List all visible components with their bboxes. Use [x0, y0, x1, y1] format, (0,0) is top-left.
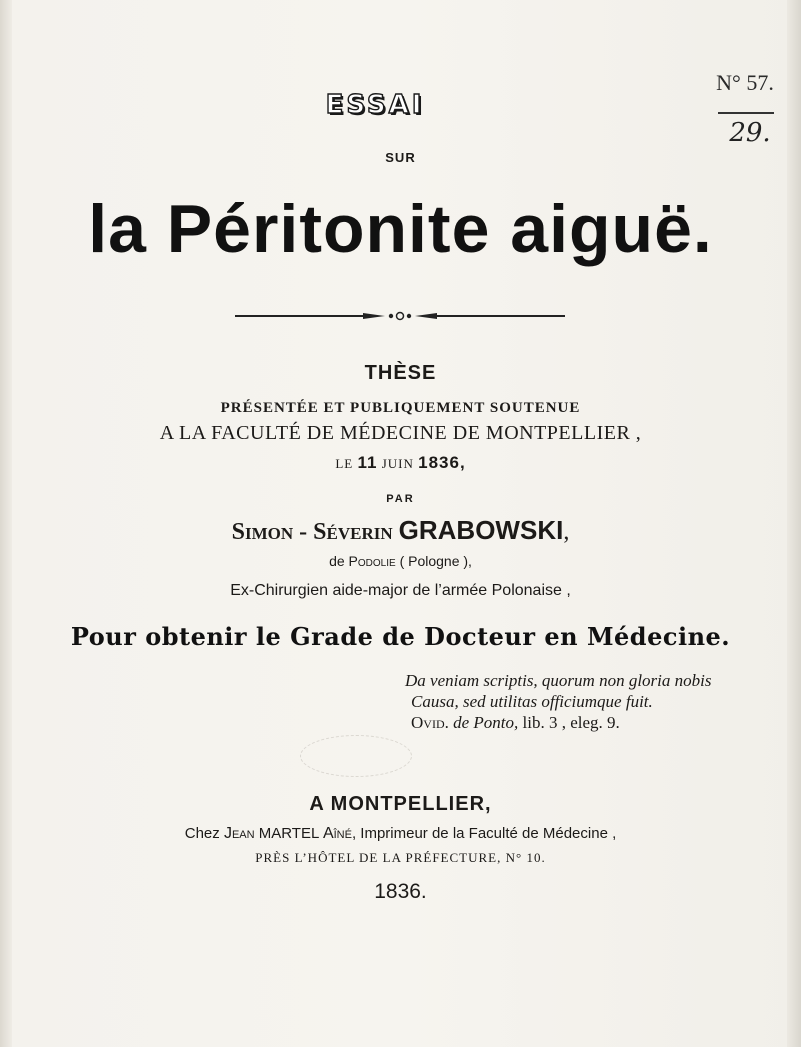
author-name	[0, 515, 801, 546]
author-surname: GRABOWSKI	[398, 515, 564, 545]
author-comma: ,	[563, 519, 570, 545]
paper-stain	[300, 735, 412, 777]
epigraph-work: de Ponto,	[453, 713, 519, 732]
thesis-number: N° 57.	[716, 70, 774, 95]
author-given-name: Simon - Séverin	[231, 519, 393, 545]
author-rank: Ex-Chirurgien aide-major de l’armée Polonaise ,	[230, 582, 571, 599]
sur-label: SUR	[385, 150, 416, 165]
essai-heading: ESSAI	[325, 90, 425, 120]
epigraph-line-1: Da veniam scriptis, quorum non gloria nobis	[405, 671, 712, 690]
epigraph-line-2: Causa, sed utilitas officiumque fuit.	[411, 692, 653, 711]
printer-rest: , Imprimeur de la Faculté de Médecine ,	[351, 825, 617, 842]
publication-city: A MONTPELLIER,	[309, 793, 492, 815]
date-day: 11	[357, 453, 378, 472]
origin-place: Podolie	[348, 553, 396, 569]
epigraph	[405, 670, 725, 733]
epigraph-ref: lib. 3 , eleg. 9.	[522, 713, 620, 732]
printer-aine: Aîné	[322, 825, 352, 842]
printer-chez: Chez	[184, 825, 220, 842]
thesis-number-underline	[718, 112, 774, 114]
page-title: la Péritonite aiguë.	[88, 191, 713, 267]
printer-last-name: MARTEL	[258, 825, 319, 842]
presentee-line: PRÉSENTÉE ET PUBLIQUEMENT SOUTENUE	[220, 400, 581, 416]
printer-line	[0, 825, 801, 843]
handwritten-number: 29.	[729, 118, 771, 148]
date-year: 1836,	[418, 453, 466, 472]
degree-line: Pour obtenir le Grade de Docteur en Médecine.	[70, 622, 731, 651]
publication-year: 1836.	[374, 880, 427, 903]
origin-prefix: de	[329, 553, 345, 569]
printer-address: PRÈS L’HÔTEL DE LA PRÉFECTURE, N° 10.	[255, 850, 546, 865]
these-heading: THÈSE	[364, 362, 437, 384]
defense-date	[0, 453, 801, 473]
date-month: JUIN	[381, 456, 414, 471]
epigraph-citation	[405, 712, 725, 733]
printer-first-name: Jean	[223, 825, 255, 842]
date-le: LE	[335, 456, 354, 471]
author-origin	[0, 553, 801, 569]
origin-country: ( Pologne ),	[399, 553, 472, 569]
par-label: PAR	[386, 493, 415, 505]
epigraph-author: Ovid.	[411, 713, 449, 732]
ornament-divider-icon	[235, 310, 565, 322]
faculte-line: A LA FACULTÉ DE MÉDECINE DE MONTPELLIER ,	[159, 422, 642, 444]
